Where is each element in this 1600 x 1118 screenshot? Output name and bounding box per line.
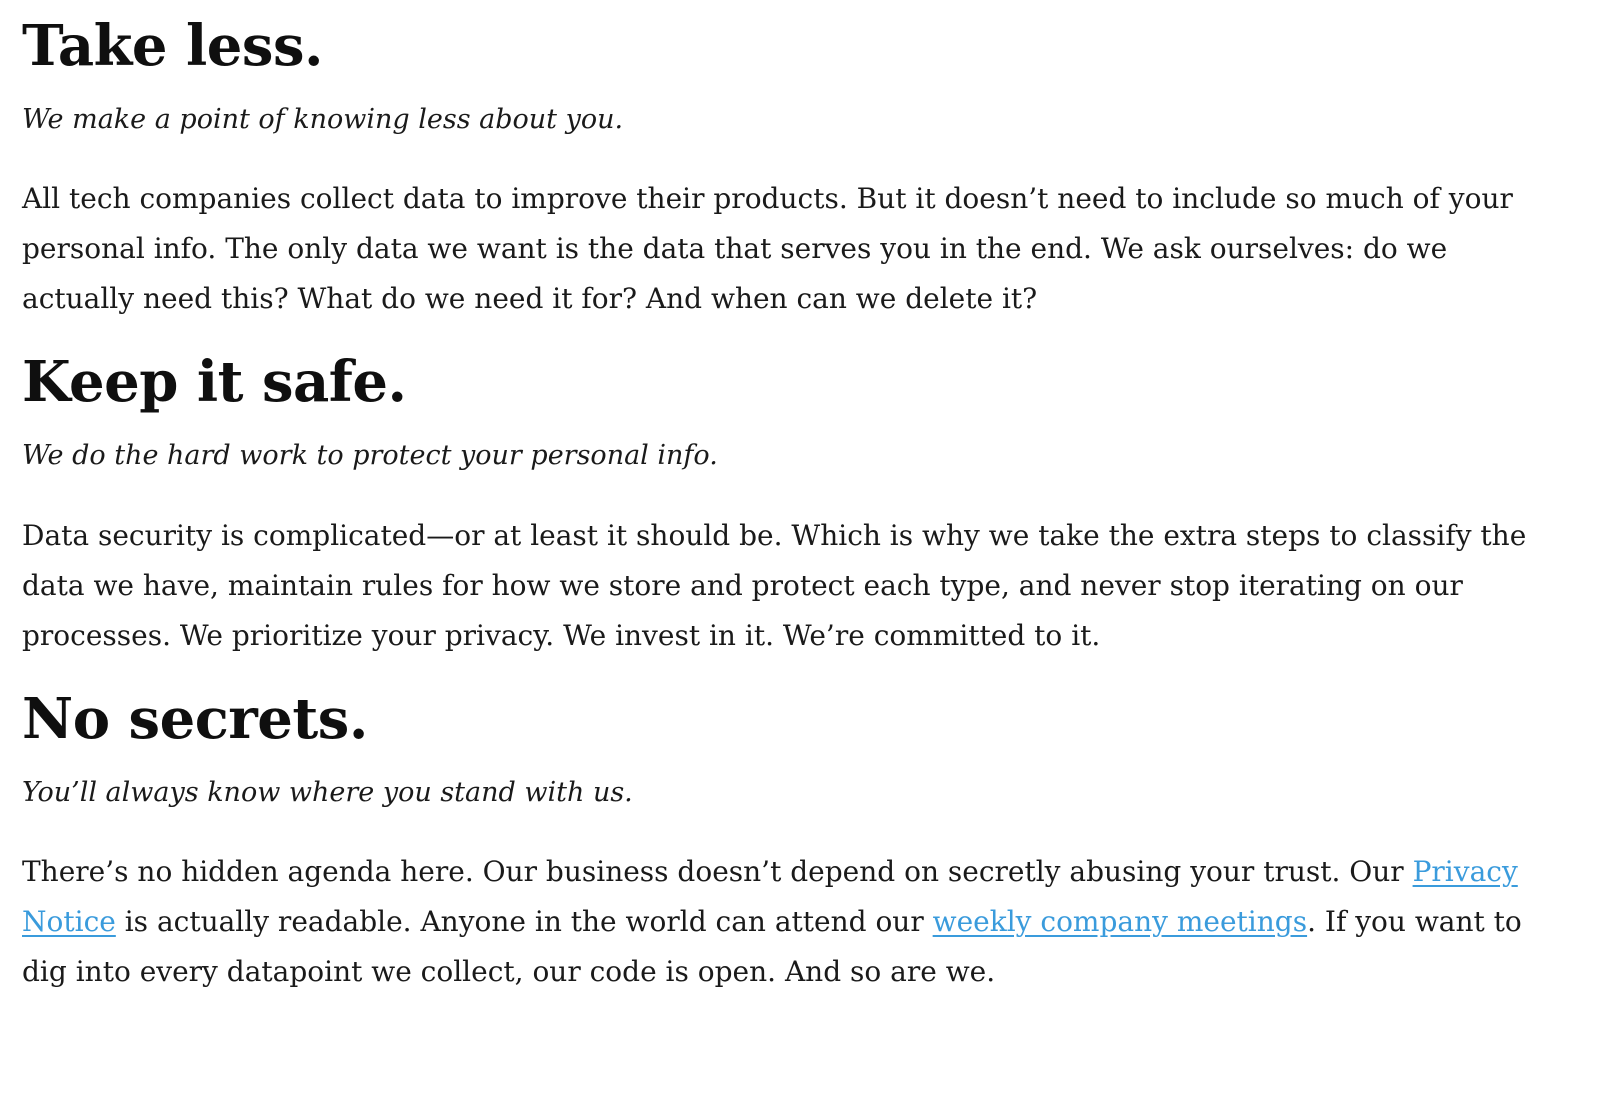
- section-body: All tech companies collect data to improve their products. But it doesn’t need to include so much of your personal info. The only data we want is the data that serves you in the end. We ask ourselves: do we actually need this? What do we need it for? And when can we delete it?: [22, 182, 1513, 316]
- body-text-segment: is actually readable. Anyone in the world can attend our: [115, 905, 933, 939]
- section-keep-it-safe: [22, 349, 1560, 660]
- section-heading: No secrets.: [22, 685, 368, 752]
- section-body: [22, 847, 1560, 997]
- section-heading: Take less.: [22, 13, 323, 79]
- section-body: Data security is complicated—or at least it should be. Which is why we take the extra steps to classify the data we have, maintain rules for how we store and protect each type, and never stop iterating on our processes. We prioritize your privacy. We invest in it. We’re committed to it.: [22, 518, 1527, 652]
- section-subtitle: We make a point of knowing less about you.: [22, 104, 624, 135]
- section-subtitle: You’ll always know where you stand with us.: [22, 776, 633, 808]
- weekly-company-meetings-link[interactable]: weekly company meetings: [932, 905, 1308, 939]
- body-text-segment: There’s no hidden agenda here. Our business doesn’t depend on secretly abusing your trust. Our: [22, 855, 1413, 889]
- section-take-less: [22, 0, 1560, 324]
- section-no-secrets: [22, 685, 1560, 997]
- section-subtitle: We do the hard work to protect your personal info.: [22, 440, 718, 472]
- section-heading: Keep it safe.: [22, 349, 407, 416]
- privacy-notice-link[interactable]: Privacy Notice: [22, 855, 1518, 939]
- body-text-segment: . If you want to dig into every datapoint we collect, our code is open. And so are we.: [22, 905, 1522, 989]
